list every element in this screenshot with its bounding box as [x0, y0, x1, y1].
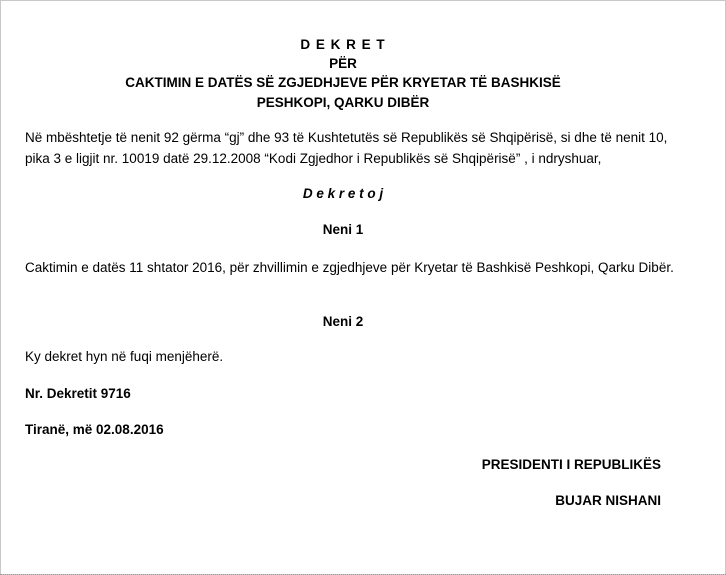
decree-word: D e k r e t o j	[302, 186, 384, 201]
article-1-heading: Neni 1	[322, 222, 364, 237]
decree-title: D E K R E T	[300, 37, 386, 52]
article-1-text: Caktimin e datës 11 shtator 2016, për zhvillimin e zgjedhjeve për Kryetar të Bashkisë Peshkopi, Qarku Dibër.	[25, 260, 674, 275]
decree-subject-line-1: CAKTIMIN E DATËS SË ZGJEDHJEVE PËR KRYETAR TË BASHKISË	[125, 75, 561, 90]
article-2-text: Ky dekret hyn në fuqi menjëherë.	[25, 349, 224, 364]
place-date: Tiranë, më 02.08.2016	[25, 422, 164, 437]
decree-for: PËR	[329, 56, 357, 71]
decree-subject-line-2: PESHKOPI, QARKU DIBËR	[256, 95, 430, 110]
signature-name: BUJAR NISHANI	[555, 493, 661, 508]
signature-office: PRESIDENTI I REPUBLIKËS	[481, 457, 661, 472]
preamble-paragraph: Në mbështetje të nenit 92 gërma “gj” dhe 93 të Kushtetutës së Republikës së Shqipërisë, si dhe të nenit 10, pika 3 e ligjit nr. 10019 datë 29.12.2008 “Kodi Zgjedhor i Republikës së Shqipërisë” , i ndryshuar,	[25, 130, 668, 166]
article-2-heading: Neni 2	[322, 314, 364, 329]
decree-number: Nr. Dekretit 9716	[25, 386, 131, 401]
